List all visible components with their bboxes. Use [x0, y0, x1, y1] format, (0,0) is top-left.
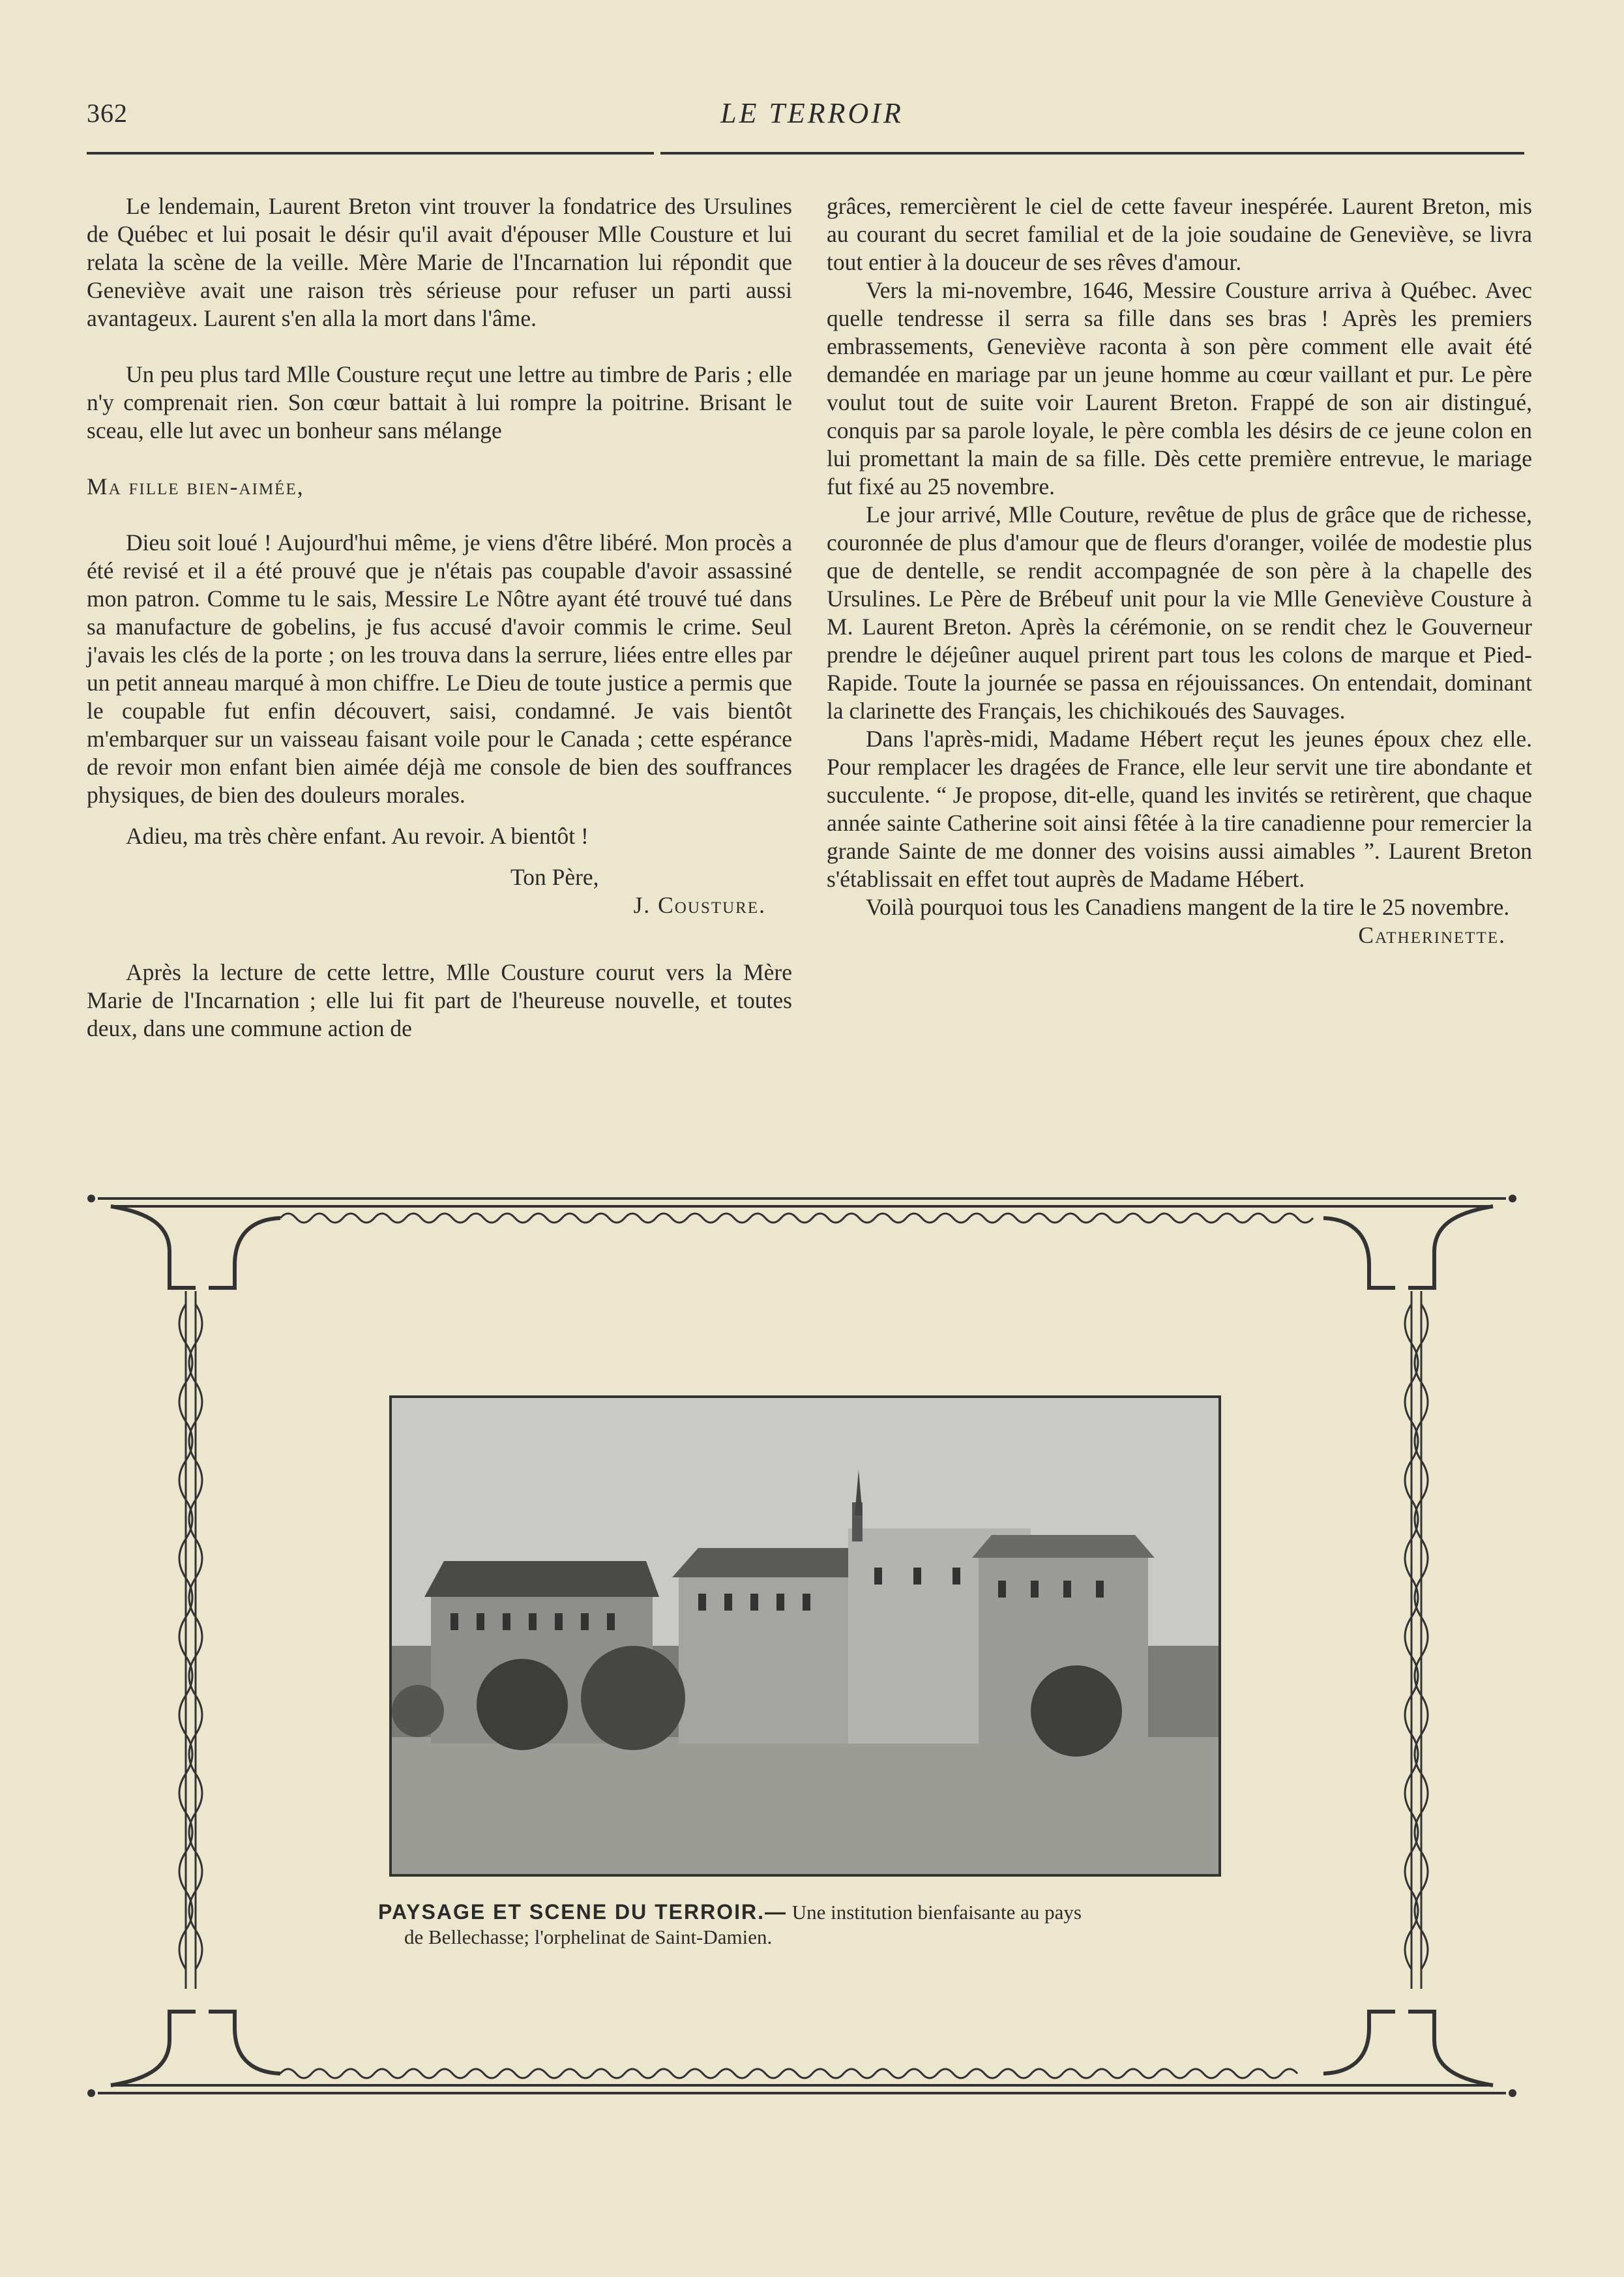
caption-heading: PAYSAGE ET SCENE DU TERROIR.—	[378, 1900, 787, 1924]
caption-text-line2: de Bellechasse; l'orphelinat de Saint-Damien.	[404, 1926, 773, 1948]
running-title: LE TERROIR	[720, 97, 904, 129]
paragraph: Un peu plus tard Mlle Cousture reçut une lettre au timbre de Paris ; elle n'y comprenait rien. Son cœur battait à lui rompre la poitrine. Brisant le sceau, elle lut avec un bonheur sans mélange	[87, 361, 792, 443]
paragraph: Le lendemain, Laurent Breton vint trouver la fondatrice des Ursulines de Québec et lui posait le désir qu'il avait d'épouser Mlle Cousture et lui relata la scène de la veille. Mère Marie de l'Incarnation lui répondit que Geneviève avait une raison très sérieuse pour refuser un parti aussi avantageux. Laurent s'en alla la mort dans l'âme.	[87, 193, 792, 331]
paragraph: Dans l'après-midi, Madame Hébert reçut les jeunes époux chez elle. Pour remplacer les dragées de France, elle leur servit une tire abondante et succulente. “ Je propose, dit-elle, quand les invités se retirèrent, que chaque année sainte Catherine soit ainsi fêtée à la tire canadienne pour remercier la grande Sainte de me donner des voisins aussi aimables ”. Laurent Breton s'établissait en effet tout auprès de Madame Hébert.	[827, 726, 1532, 892]
caption-text-line1: Une institution bienfaisante au pays	[791, 1901, 1082, 1924]
letter-body: Dieu soit loué ! Aujourd'hui même, je viens d'être libéré. Mon procès a été revisé et il a été prouvé que je n'étais pas coupable d'avoir assassiné mon patron. Comme tu le sais, Messire Le Nôtre ayant été trouvé tué dans sa manufacture de gobelins, je fus accusé d'avoir commis le crime. Seul j'avais les clés de la porte ; on les trouva dans la serrure, liées entre elles par un petit anneau marqué à mon chiffre. Le Dieu de toute justice a permis que le coupable fut enfin découvert, saisi, condamné. Je vais bientôt m'embarquer sur un vaisseau faisant voile pour le Canada ; cette espérance de revoir mon enfant bien aimée déjà me console de bien des souffrances physiques, de bien des douleurs morales.	[87, 529, 792, 808]
orphanage-photo	[389, 1395, 1221, 1877]
paragraph: Le jour arrivé, Mlle Couture, revêtue de plus de grâce que de richesse, couronnée de plus d'amour que de fleurs d'oranger, voilée de modestie plus que de dentelle, se rendit accompagnée de son père à la chapelle des Ursulines. Le Père de Brébeuf unit pour la vie Mlle Geneviève Cousture à M. Laurent Breton. Après la cérémonie, on se rendit chez le Gouverneur prendre le déjeûner auquel prirent part tous les colons de marque et Pied-Rapide. Toute la journée se passa en réjouissances. On entendait, dominant la clarinette des Français, les chichikoués des Sauvages.	[827, 501, 1532, 724]
letter-farewell: Adieu, ma très chère enfant. Au revoir. A bientôt !	[126, 823, 589, 849]
letter-closing: Ton Père,	[510, 864, 599, 890]
building-illustration	[392, 1398, 1218, 1874]
article-signature: Catherinette.	[1358, 922, 1506, 948]
photo-caption	[378, 1899, 1239, 1950]
paragraph: grâces, remercièrent le ciel de cette faveur inespérée. Laurent Breton, mis au courant du secret familial et de la joie soudaine de Geneviève, se livra tout entier à la douceur de ses rêves d'amour.	[827, 193, 1532, 275]
letter-signature: J. Cousture.	[633, 892, 766, 918]
page-number: 362	[87, 98, 128, 128]
letter-salutation: Ma fille bien-aimée,	[87, 473, 304, 499]
paragraph: Voilà pourquoi tous les Canadiens mangent de la tire le 25 novembre.	[866, 894, 1510, 920]
paragraph: Après la lecture de cette lettre, Mlle Cousture courut vers la Mère Marie de l'Incarnation ; elle lui fit part de l'heureuse nouvelle, et toutes deux, dans une commune action de	[87, 959, 792, 1041]
paragraph: Vers la mi-novembre, 1646, Messire Cousture arriva à Québec. Avec quelle tendresse il serra sa fille dans ses bras ! Après les premiers embrassements, Geneviève raconta à son père comment elle avait été demandée en mariage par un jeune homme au cœur vaillant et pur. Le père voulut tout de suite voir Laurent Breton. Frappé de son air distingué, conquis par sa parole loyale, le père combla les désirs de ce jeune colon en lui promettant la main de sa fille. Dès cette première entrevue, le mariage fut fixé au 25 novembre.	[827, 277, 1532, 499]
